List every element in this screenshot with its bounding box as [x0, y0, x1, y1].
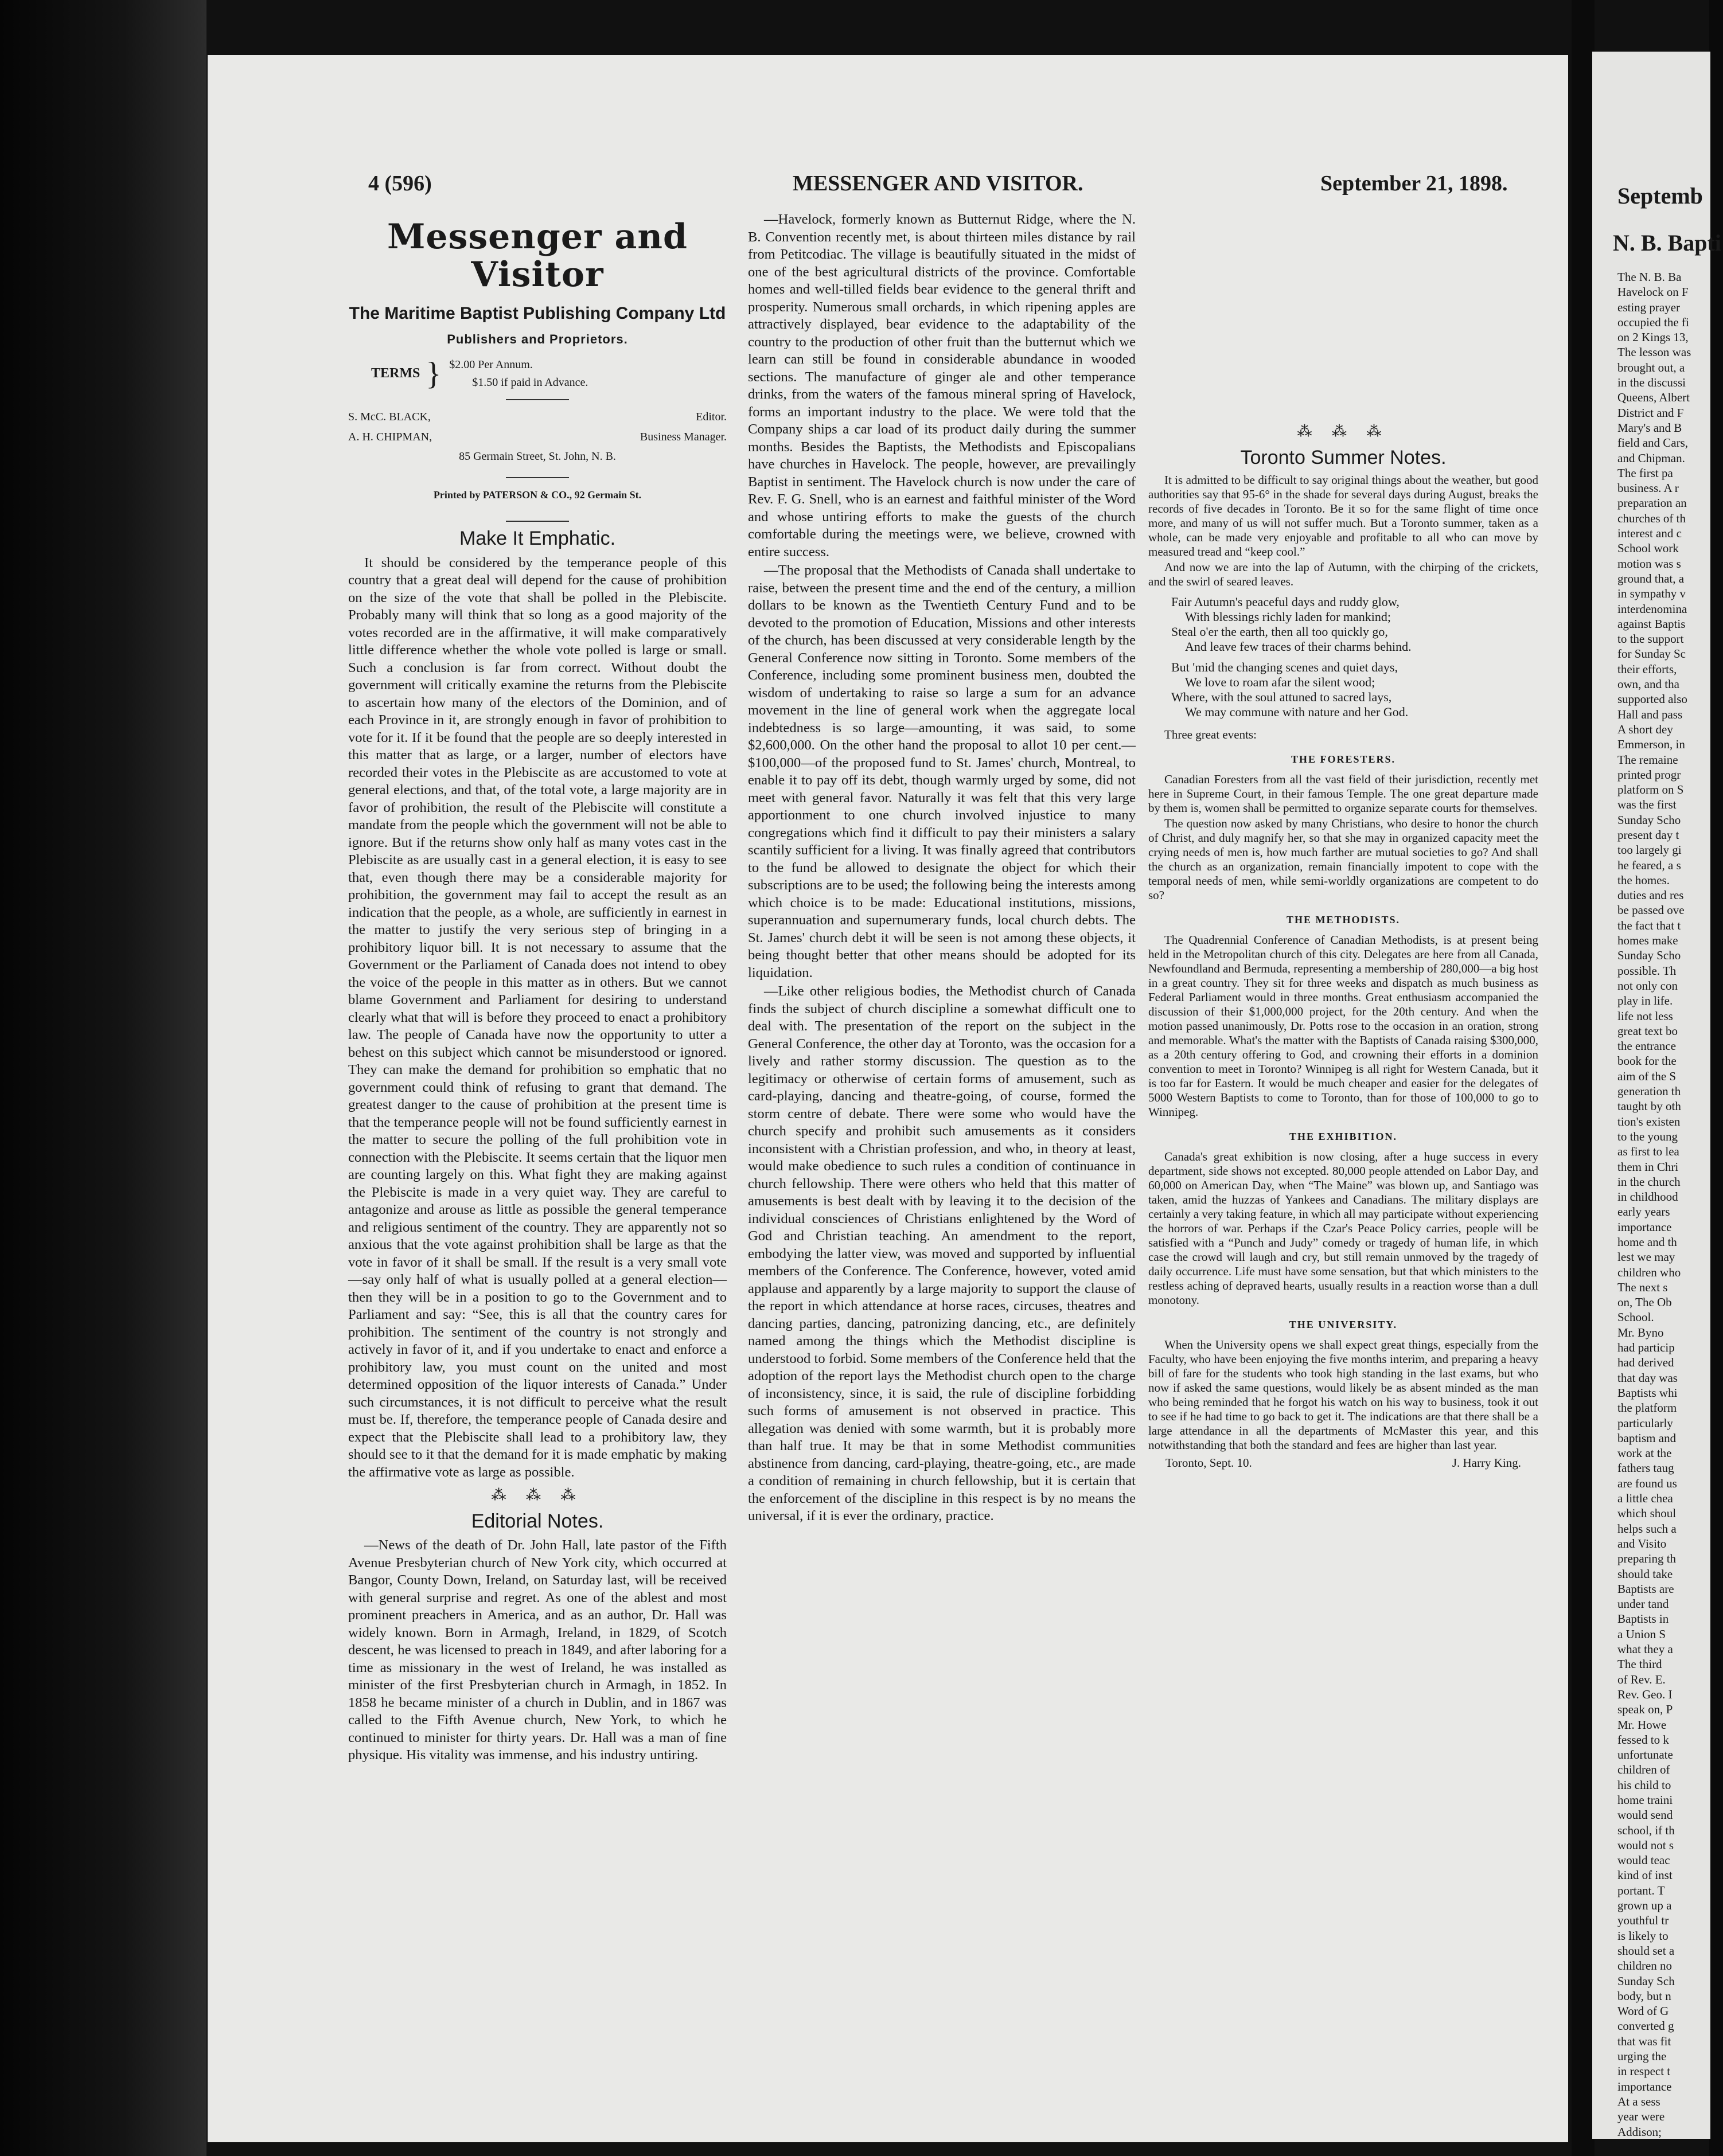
text-line: Emmerson, in: [1617, 737, 1685, 752]
manager-line: [348, 428, 727, 446]
text-line: should set a: [1617, 1943, 1675, 1958]
dateline: Toronto, Sept. 10.: [1165, 1456, 1252, 1470]
text-line: The third: [1617, 1657, 1662, 1671]
text-line: kind of inst: [1617, 1868, 1673, 1882]
column-1: [348, 211, 727, 1766]
text-line: and Chipman.: [1617, 451, 1685, 465]
text-line: a little chea: [1617, 1491, 1673, 1506]
text-line: possible. Th: [1617, 963, 1677, 978]
text-line: home and th: [1617, 1235, 1677, 1249]
three-events-line: Three great events:: [1164, 728, 1257, 741]
signature-block: [1165, 1456, 1521, 1470]
text-line: body, but n: [1617, 1989, 1671, 2003]
text-line: business. A r: [1617, 481, 1679, 495]
text-line: which shoul: [1617, 1506, 1677, 1521]
text-line: platform on S: [1617, 783, 1684, 797]
text-line: Rev. Geo. I: [1617, 1687, 1673, 1701]
film-margin-left: [0, 0, 206, 2156]
text-line: Sunday Scho: [1617, 813, 1681, 827]
editor-name: S. McC. BLACK,: [348, 411, 431, 423]
text-line: the fact that t: [1617, 918, 1681, 932]
text-line: A short dey: [1617, 722, 1673, 736]
text-line: esting prayer: [1617, 300, 1681, 314]
text-line: as first to lea: [1617, 1145, 1679, 1159]
text-line: would not s: [1617, 1838, 1674, 1852]
text-line: Queens, Albert: [1617, 390, 1690, 405]
text-line: The next s: [1617, 1280, 1668, 1294]
text-line: supported also: [1617, 692, 1687, 706]
text-line: would teac: [1617, 1853, 1670, 1868]
text-line: he feared, a s: [1617, 858, 1681, 872]
exhibition-paragraph: Canada's great exhibition is now closing, after a huge success in every department, side shows not excepted. 80,000 people attended on Labor Day, and 60,000 on American Day, when “The Maine” was blown up, and Santiago was taken, amid the huzzas of Yankees and Canadians. The military displays are certainly a very taking feature, in which all may participate without experiencing the horrors of war. Perhaps if the Czar's Peace Policy carries, people will be satisfied with a “Punch and Judy” comedy or tragedy of human life, in which case the crowd will laugh and cry, but still remain unmoved by the tragedy of daily occurrence. Life must have some sensation, but that which ministers to the restless aching of depraved hearts, usually results in a reaction worse than a dull monotony.: [1148, 1150, 1538, 1307]
text-line: lest we may: [1617, 1250, 1675, 1264]
methodists-paragraph: The Quadrennial Conference of Canadian Methodists, is at present being held in the Metropolitan church of this city. Delegates are here from all Canada, Newfoundland and Bermuda, representing a membership of 280,000—a big host in a great country. They sit for three weeks and dispatch as much business as Federal Parliament would in three months. Great enthusiasm accompanied the discussion of their $1,000,000 project, for the 20th century. And when the motion passed unanimously, Dr. Potts rose to the occasion in an oration, strong and memorable. What's the matter with the Baptists of Canada raising $300,000, as a 20th century offering to God, and crowning their efforts in a dominion convention to meet in Toronto? Winnipeg is all right for Western Canada, but it is too far for Eastern. It would be much cheaper and easier for the delegates of 5000 Western Baptists to come to Toronto, than for those of 100,000 to go to Winnipeg.: [1148, 933, 1538, 1119]
manager-role: Business Manager.: [640, 430, 727, 443]
author-signature: J. Harry King.: [1452, 1456, 1521, 1470]
text-line: the homes.: [1617, 873, 1670, 887]
poem-line: With blessings richly laden for mankind;: [1185, 610, 1391, 624]
text-line: generation th: [1617, 1084, 1681, 1099]
text-line: The first pa: [1617, 466, 1673, 480]
text-line: brought out, a: [1617, 360, 1685, 374]
subscription-terms: [371, 356, 727, 391]
text-line: printed progr: [1617, 767, 1681, 782]
text-line: on 2 Kings 13,: [1617, 330, 1689, 345]
text-line: interdenomina: [1617, 602, 1687, 616]
text-line: motion was s: [1617, 556, 1681, 571]
text-line: unfortunate: [1617, 1748, 1673, 1762]
next-page-header: Septemb: [1617, 183, 1703, 209]
proprietors-line: Publishers and Proprietors.: [447, 331, 628, 346]
editorial-note-methodist-fund: —The proposal that the Methodists of Canada shall undertake to raise, between the present time and the end of the century, a million dollars to be known as the Twentieth Century Fund and to be devoted to the promotion of Education, Missions and other interests of the church, has been discussed at very considerable length by the General Conference now sitting in Toronto. Some members of the Conference, including some prominent business men, doubted the wisdom of undertaking to raise so large a sum for an advance movement in the line of general work when the aggregate local indebtedness is so large—amounting, it was said, to some $2,600,000. On the other hand the proposal to allot 10 per cent.—$100,000—of the proposed fund to St. James' church, Montreal, to enable it to pay off its debt, though warmly urged by some, did not meet with general favor. Naturally it was felt that this very large apportionment to one church involved injustice to many congregations which find it difficult to pay their ministers a salary scantily sufficient for a living. It was finally agreed that contributors to the fund be allowed to designate the object for which their subscriptions are to be used; the following being the interests among which choice is to be made: Educational institutions, missions, superannuation and supernumerary funds, local church debts. The St. James' church debt it will be seen is not among these objects, it being thought better that other means should be adopted for its liquidation.: [748, 563, 1136, 981]
text-line: against Baptis: [1617, 616, 1686, 631]
subheading-methodists: THE METHODISTS.: [1286, 914, 1401, 925]
text-line: fathers taug: [1617, 1461, 1674, 1475]
film-divider: [1572, 0, 1595, 2156]
editor-line: [348, 408, 727, 426]
editor-role: Editor.: [696, 411, 727, 423]
article-heading-make-it-emphatic: Make It Emphatic.: [459, 528, 616, 549]
text-line: school, if th: [1617, 1823, 1675, 1837]
text-line: of Rev. E.: [1617, 1672, 1666, 1686]
editorial-note-church-discipline: —Like other religious bodies, the Methodist church of Canada finds the subject of church discipline a somewhat difficult one to deal with. The presentation of the report on the subject in the General Conference, the other day at Toronto, was the occasion for a lively and rather stormy discussion. The question as to the legitimacy or otherwise of certain forms of amusement, such as card-playing, dancing and theatre-going, of course, formed the storm centre of debate. There were some who would have the church specify and prohibit such amusements as it considers inconsistent with a Christian profession, and who, in theory at least, would make obedience to such rules a condition of continuance in church fellowship. There were others who held that this matter of amusements is best dealt with by leaving it to the decision of the individual consciences of Christians enlightened by the Word of God and Christian teaching. An amendment to the report, embodying the latter view, was moved and supported by influential members of the Conference. The Conference, however, voted amid applause and apparently by a large majority to support the clause of the report in which attendance at horse races, circuses, theatres and dancing parties, dancing, patronizing dancing, etc., are definitely named among the things which the Methodist discipline is understood to forbid. Some members of the Conference held that the adoption of the report lays the Methodist church open to the charge of inconsistency, since, it is said, the rule of discipline forbidding such forms of amusement is not observed in practice. This allegation was denied with some warmth, but it is probably more than half true. It may be that in some Methodist communities abstinence from dancing, card-playing, theatre-going, etc., are made a condition of remaining in church fellowship, but it is certain that the enforcement of the discipline in this respect is by no means the universal, if it is ever the ordinary, practice.: [748, 983, 1136, 1524]
text-line: is likely to: [1617, 1928, 1669, 1943]
text-line: under tand: [1617, 1597, 1669, 1611]
text-line: preparation an: [1617, 496, 1687, 510]
text-line: field and Cars,: [1617, 436, 1689, 450]
ornament-glyphs: ⁂ ⁂ ⁂: [491, 1487, 584, 1503]
text-line: in the discussi: [1617, 376, 1686, 390]
text-line: their efforts,: [1617, 662, 1677, 676]
terms-label: TERMS: [371, 366, 420, 381]
text-line: was the first: [1617, 798, 1677, 812]
text-line: Mr. Byno: [1617, 1325, 1664, 1339]
section-heading-editorial-notes: Editorial Notes.: [471, 1510, 604, 1532]
text-line: in respect t: [1617, 2064, 1671, 2079]
toronto-autumn: And now we are into the lap of Autumn, with the chirping of the crickets, and the swirl of seared leaves.: [1148, 560, 1538, 588]
text-line: portant. T: [1617, 1883, 1665, 1897]
text-line: Word of G: [1617, 2004, 1669, 2018]
next-page-heading: N. B. Bapti: [1613, 230, 1721, 256]
text-line: School work: [1617, 541, 1679, 556]
text-line: children of: [1617, 1763, 1670, 1777]
text-line: his child to: [1617, 1778, 1671, 1792]
subheading-university: THE UNIVERSITY.: [1289, 1319, 1398, 1330]
text-line: had particip: [1617, 1341, 1675, 1355]
text-line: The lesson was: [1617, 345, 1691, 360]
terms-annual: $2.00 Per Annum.: [449, 358, 533, 371]
text-line: should take: [1617, 1567, 1673, 1581]
text-line: home traini: [1617, 1792, 1673, 1807]
text-line: importance: [1617, 2079, 1672, 2093]
manager-name: A. H. CHIPMAN,: [348, 430, 432, 443]
text-line: be passed ove: [1617, 903, 1685, 917]
page-number: 4 (596): [368, 171, 432, 196]
text-line: importance: [1617, 1220, 1672, 1234]
text-line: duties and res: [1617, 888, 1684, 903]
text-line: churches of th: [1617, 511, 1686, 525]
text-line: School.: [1617, 1310, 1654, 1325]
text-line: children who: [1617, 1265, 1681, 1279]
article-body-make-it-emphatic: It should be considered by the temperance people of this country that a great deal will depend for the cause of prohibition on the size of the vote that shall be polled in the Plebiscite. Probably many will think that so long as a good majority of the votes recorded are in the affirmative, it will make comparatively little difference whether the whole vote polled is large or small. Such a conclusion is far from correct. Without doubt the government will critically examine the returns from the Plebiscite to ascertain how many of the electors of the Dominion, and of each Province in it, are strongly enough in favor of prohibition to vote for it. If it be found that the people are so deeply interested in this matter that as large, or a larger, number of electors have recorded their votes in the Plebiscite as are accustomed to vote at general elections, and that, of the total vote, a large majority are in favor of prohibition, the result of the Plebiscite will constitute a mandate from the people which the government will not be able to ignore. But if the returns show only half as many votes cast in the Plebiscite as are usually cast in a general election, it is easy to see that, even though there may be a considerable majority for prohibition, the government may fail to accept the result as an indication that the people, as a whole, are sufficiently in earnest in the matter to justify the very serious step of bringing in a prohibitory liquor bill. It is not necessary to assume that the Government or the Parliament of Canada does not intend to obey the voice of the people in this matter as in others. But we cannot blame Government and Parliament for desiring to understand clearly what that will is before they proceed to enact a prohibitory law. The people of Canada have now the opportunity to utter a behest on this subject which cannot be misunderstood or ignored. They can make the demand for prohibition so emphatic that no government could think of refusing to grant that demand. The greatest danger to the cause of prohibition at the present time is that the temperance people will not be found sufficiently earnest in the matter to secure the polling of the full prohibition vote in connection with the Plebiscite. It seems certain that the liquor men are counting largely on this. What fight they are making against the Plebiscite is made in a very quiet way. They are careful to antagonize and arouse as little as possible the general temperance and religious sentiment of the country. They are apparently not so anxious that the vote against prohibition shall be large as that the vote in favor of it shall be small. If the result is a very small vote—say only half of what is usually polled at a general election—then they will be in a position to go to the Government and to Parliament and say: “See, this is all that the country cares for prohibition. The sentiment of the country is not strongly and actively in favor of it, and if you undertake to enact and enforce a prohibitory law, you must count on the united and most determined opposition of the liquor interests of Canada.” Under such circumstances, it is not difficult to perceive what the result must be. If, therefore, the temperance people of Canada desire and expect that the Plebiscite shall lead to a prohibitory law, they should see to it that the demand for it is made emphatic by making the affirmative vote as large as possible.: [348, 554, 727, 1480]
subheading-foresters: THE FORESTERS.: [1291, 753, 1396, 765]
poem-line: We may commune with nature and her God.: [1185, 705, 1409, 719]
text-line: grown up a: [1617, 1899, 1672, 1913]
paper-title: MESSENGER AND VISITOR.: [793, 171, 1083, 196]
page-header: [208, 171, 1568, 211]
text-line: for Sunday Sc: [1617, 647, 1686, 661]
text-line: and Visito: [1617, 1536, 1667, 1550]
text-line: Mary's and B: [1617, 420, 1682, 435]
office-address: 85 Germain Street, St. John, N. B.: [459, 450, 616, 463]
divider-rule: [506, 399, 569, 400]
foresters-paragraph: Canadian Foresters from all the vast field of their jurisdiction, recently met here in Supreme Court, in their famous Temple. The one great departure made by them is, women shall be permitted to organize separate courts for themselves.: [1148, 772, 1538, 815]
editorial-note-john-hall: —News of the death of Dr. John Hall, late pastor of the Fifth Avenue Presbyterian church of New York city, which occurred at Bangor, County Down, Ireland, on Saturday last, will be received with general surprise and regret. As one of the ablest and most prominent preachers in America, and as an author, Dr. Hall was widely known. Born in Armagh, Ireland, in 1829, of Scotch descent, he was licensed to preach in 1849, and after laboring for a time as missionary in the west of Ireland, he was installed as minister of the first Presbyterian church in Armagh, in 1852. In 1858 he became minister of a church in Dublin, and in 1867 was called to the Fifth Avenue church, New York, to which he continued to minister for thirty years. Dr. Hall was a man of fine physique. His vitality was immense, and his industry untiring.: [348, 1537, 727, 1763]
poem-line: Where, with the soul attuned to sacred lays,: [1171, 690, 1392, 704]
text-line: particularly: [1617, 1416, 1673, 1430]
issue-date: September 21, 1898.: [1320, 171, 1508, 196]
text-line: not only con: [1617, 978, 1678, 993]
poem-line: And leave few traces of their charms behind.: [1185, 639, 1412, 654]
text-line: Baptists in: [1617, 1612, 1669, 1626]
text-line: life not less: [1617, 1009, 1673, 1023]
text-line: the entrance: [1617, 1039, 1677, 1053]
foresters-question-paragraph: The question now asked by many Christians, who desire to honor the church of Christ, and duly magnify her, so that she may in organized capacity meet the crying needs of men is, how much farther are mutual societies to go? And shall the church as an organization, remain financially impotent to cope with the temporal needs of men, while semi-worldly organizations are competent to do so?: [1148, 817, 1538, 902]
text-line: Havelock on F: [1617, 285, 1689, 299]
poem-line: We love to roam afar the silent wood;: [1185, 675, 1375, 689]
text-line: on, The Ob: [1617, 1295, 1672, 1310]
text-line: a Union S: [1617, 1627, 1666, 1641]
text-line: to the young: [1617, 1129, 1678, 1143]
text-line: converted g: [1617, 2019, 1674, 2033]
text-line: baptism and: [1617, 1431, 1677, 1445]
text-line: children no: [1617, 1959, 1673, 1973]
toronto-intro: It is admitted to be difficult to say original things about the weather, but good authorities say that 95-6° in the shade for several days during August, breaks the records of five decades in Toronto. Be it so for the same flight of time once more, and many of us will not suffer much. But a Toronto summer, taken as a whole, can be made very enjoyable and profitable to all who can move by measured tread and “keep cool.”: [1148, 473, 1538, 558]
university-paragraph: When the University opens we shall expect great things, especially from the Faculty, who have been enjoying the five months interim, and preparing a heavy bill of fare for the students who took high standing in the last exams, but who now if asked the same questions, would likely be as absent minded as the man who being reminded that he forgot his watch on his way to business, took it out to see if he had time to go back to get it. The indications are that there shall be a large attendance in all the departments of McMaster this year, and this notwithstanding that both the standard and fees are higher than last year.: [1148, 1338, 1538, 1452]
autumn-poem: [1171, 595, 1538, 720]
ornament-glyphs: ⁂ ⁂ ⁂: [1297, 423, 1390, 440]
text-line: At a sess: [1617, 2094, 1660, 2108]
text-line: in sympathy v: [1617, 587, 1686, 601]
text-line: what they a: [1617, 1642, 1673, 1657]
text-line: would send: [1617, 1808, 1673, 1822]
text-line: great text bo: [1617, 1024, 1678, 1038]
text-line: too largely gi: [1617, 843, 1682, 857]
publisher-name: The Maritime Baptist Publishing Company Ltd: [349, 304, 726, 323]
text-line: work at the: [1617, 1446, 1672, 1460]
text-line: in the church: [1617, 1174, 1681, 1189]
text-line: present day t: [1617, 827, 1679, 842]
text-line: Addison;: [1617, 2124, 1662, 2139]
printer-line: Printed by PATERSON & CO., 92 Germain St.: [433, 489, 642, 501]
text-line: helps such a: [1617, 1521, 1677, 1536]
text-line: Baptists whi: [1617, 1385, 1678, 1400]
text-line: Mr. Howe: [1617, 1717, 1667, 1732]
section-heading-toronto-notes: Toronto Summer Notes.: [1240, 446, 1447, 468]
subheading-exhibition: THE EXHIBITION.: [1289, 1131, 1398, 1142]
text-line: fessed to k: [1617, 1732, 1669, 1747]
text-line: that was fit: [1617, 2034, 1671, 2048]
text-line: in childhood: [1617, 1190, 1678, 1204]
text-line: occupied the fi: [1617, 315, 1689, 329]
poem-line: Fair Autumn's peaceful days and ruddy glow,: [1171, 595, 1400, 609]
text-line: to the support: [1617, 632, 1684, 646]
divider-rule: [506, 521, 569, 522]
text-line: play in life.: [1617, 994, 1673, 1008]
text-line: ground that, a: [1617, 571, 1685, 585]
text-line: preparing th: [1617, 1552, 1677, 1566]
column-3: [1148, 211, 1538, 1470]
poem-line: Steal o'er the earth, then all too quickly go,: [1171, 624, 1388, 639]
text-line: Baptists are: [1617, 1581, 1674, 1596]
masthead-title: Messenger and Visitor: [387, 217, 688, 295]
text-line: that day was: [1617, 1370, 1678, 1385]
text-line: them in Chri: [1617, 1159, 1679, 1174]
text-line: youthful tr: [1617, 1913, 1669, 1928]
next-page-text: [1617, 270, 1715, 2139]
text-line: Sunday Sch: [1617, 1974, 1675, 1988]
text-line: The remaine: [1617, 752, 1678, 767]
text-line: year were: [1617, 2110, 1665, 2124]
text-line: urging the: [1617, 2049, 1667, 2064]
divider-rule: [506, 477, 569, 478]
terms-advance: $1.50 if paid in Advance.: [472, 376, 588, 389]
text-line: tion's existen: [1617, 1114, 1681, 1128]
column-2: [748, 211, 1136, 1526]
poem-line: But 'mid the changing scenes and quiet days,: [1171, 660, 1398, 674]
text-line: taught by oth: [1617, 1099, 1681, 1114]
text-line: speak on, P: [1617, 1702, 1673, 1717]
next-page-fragment: [1592, 52, 1721, 2139]
newspaper-page: [208, 55, 1568, 2142]
text-line: are found us: [1617, 1476, 1677, 1490]
text-line: had derived: [1617, 1356, 1674, 1370]
editorial-note-havelock: —Havelock, formerly known as Butternut Ridge, where the N. B. Convention recently met, is about thirteen miles distance by rail from Petitcodiac. The village is beautifully situated in the midst of one of the best agricultural districts of the province. Comfortable homes and well-tilled fields bear evidence to the general thrift and prosperity. Numerous small orchards, in which ripening apples are attractively displayed, bear evidence to the adaptability of the country to the production of other fruit than the butternut which we learn can still be found in considerable abundance in wooded sections. The manufacture of ginger ale and other temperance drinks, from the waters of the famous mineral spring of Havelock, forms an important industry to the place. We were told that the Company ships a car load of its product daily during the summer months. Besides the Baptists, the Methodists and Episcopalians have churches in Havelock. The people, however, are prevailingly Baptist in sentiment. The Havelock church is now under the care of Rev. F. G. Snell, who is an earnest and faithful minister of the Word and whose untiring efforts to make the guests of the church comfortable during the meetings were, we believe, crowned with entire success.: [748, 212, 1136, 560]
text-line: own, and tha: [1617, 677, 1679, 692]
text-line: Hall and pass: [1617, 707, 1683, 721]
text-line: homes make: [1617, 934, 1678, 948]
text-line: District and F: [1617, 405, 1684, 420]
brace-glyph: }: [426, 356, 442, 392]
text-line: book for the: [1617, 1054, 1677, 1068]
text-line: the platform: [1617, 1401, 1677, 1415]
text-line: Sunday Scho: [1617, 948, 1681, 963]
text-line: The N. B. Ba: [1617, 270, 1682, 284]
text-line: aim of the S: [1617, 1069, 1677, 1083]
text-line: early years: [1617, 1205, 1670, 1219]
text-line: interest and c: [1617, 526, 1682, 541]
